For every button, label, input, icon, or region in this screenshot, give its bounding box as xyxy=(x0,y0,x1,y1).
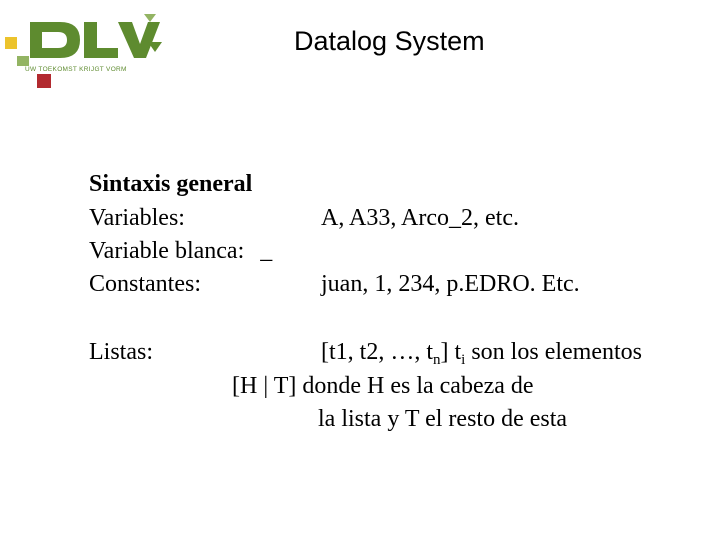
constants-label: Constantes: xyxy=(89,271,201,297)
blank-variable-value: _ xyxy=(260,238,273,264)
page-title: Datalog System xyxy=(294,26,485,56)
lists-line-2: [H | T] donde H es la cabeza de xyxy=(232,373,534,399)
variables-row xyxy=(89,205,519,231)
section-heading: Sintaxis general xyxy=(89,171,253,197)
variables-value: A, A33, Arco_2, etc. xyxy=(321,205,519,231)
variables-label: Variables: xyxy=(89,205,185,231)
lists-row xyxy=(89,339,642,368)
logo-letter-v xyxy=(118,22,160,58)
logo-accent xyxy=(144,14,156,22)
constants-value: juan, 1, 234, p.EDRO. Etc. xyxy=(321,271,580,297)
lists-label: Listas: xyxy=(89,339,153,365)
logo-red-square xyxy=(37,74,51,88)
logo-tagline: UW TOEKOMST KRIJGT VORM xyxy=(25,66,127,73)
lists-line-3: la lista y T el resto de esta xyxy=(318,406,568,432)
constants-row xyxy=(89,271,580,297)
blank-variable-label: Variable blanca: xyxy=(89,238,245,264)
logo-letter-d xyxy=(30,22,80,58)
blank-variable-row xyxy=(89,239,272,263)
lists-line-1: [t1, t2, …, $t_n$] $t_i$ son los elementos xyxy=(321,339,642,368)
logo-letter-l xyxy=(84,22,118,58)
dlv-logo xyxy=(0,0,175,95)
logo-yellow-square xyxy=(5,37,17,49)
logo-lightgreen-square xyxy=(17,56,29,66)
